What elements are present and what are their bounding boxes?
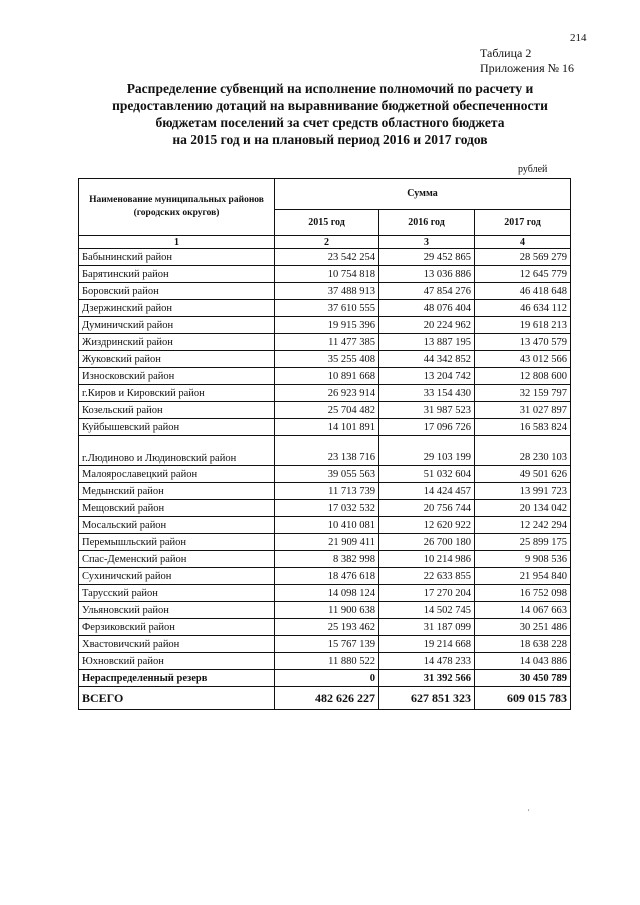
table-row bbox=[79, 266, 571, 283]
amount-2017-cell: 14 067 663 bbox=[475, 602, 571, 619]
district-name-cell: Юхновский район bbox=[79, 653, 275, 670]
amount-2015-cell: 25 704 482 bbox=[275, 402, 379, 419]
amount-2015-cell: 0 bbox=[275, 670, 379, 687]
amount-2016-cell: 20 756 744 bbox=[379, 500, 475, 517]
amount-2016-cell: 26 700 180 bbox=[379, 534, 475, 551]
amount-2015-cell: 11 900 638 bbox=[275, 602, 379, 619]
district-name-cell: Спас-Деменский район bbox=[79, 551, 275, 568]
scan-mark: , bbox=[528, 806, 530, 812]
amount-2016-cell: 17 270 204 bbox=[379, 585, 475, 602]
amount-2016-cell: 14 424 457 bbox=[379, 483, 475, 500]
column-index: 2 bbox=[275, 236, 379, 249]
table-row bbox=[79, 334, 571, 351]
amount-2016-cell: 12 620 922 bbox=[379, 517, 475, 534]
table-row bbox=[79, 687, 571, 710]
table-row bbox=[79, 317, 571, 334]
table-row bbox=[79, 602, 571, 619]
district-name-cell: Куйбышевский район bbox=[79, 419, 275, 436]
amount-2016-cell: 31 392 566 bbox=[379, 670, 475, 687]
amount-2016-cell: 48 076 404 bbox=[379, 300, 475, 317]
table-row bbox=[79, 402, 571, 419]
amount-2015-cell: 8 382 998 bbox=[275, 551, 379, 568]
table-row bbox=[79, 670, 571, 687]
amount-2015-cell: 10 410 081 bbox=[275, 517, 379, 534]
amount-2015-cell: 14 098 124 bbox=[275, 585, 379, 602]
amount-2017-cell: 28 569 279 bbox=[475, 249, 571, 266]
district-name-cell: Боровский район bbox=[79, 283, 275, 300]
currency-note: рублей bbox=[518, 164, 548, 175]
amount-2015-cell: 11 477 385 bbox=[275, 334, 379, 351]
column-header-2016: 2016 год bbox=[379, 209, 475, 235]
amount-2015-cell: 23 542 254 bbox=[275, 249, 379, 266]
amount-2015-cell: 21 909 411 bbox=[275, 534, 379, 551]
amount-2017-cell: 25 899 175 bbox=[475, 534, 571, 551]
amount-2017-cell: 13 470 579 bbox=[475, 334, 571, 351]
column-header-sum: Сумма bbox=[275, 179, 571, 210]
amount-2017-cell: 19 618 213 bbox=[475, 317, 571, 334]
amount-2017-cell: 18 638 228 bbox=[475, 636, 571, 653]
district-name-cell: Дзержинский район bbox=[79, 300, 275, 317]
district-name-cell: Тарусский район bbox=[79, 585, 275, 602]
district-name-cell: Медынский район bbox=[79, 483, 275, 500]
amount-2016-cell: 13 887 195 bbox=[379, 334, 475, 351]
table-row bbox=[79, 249, 571, 266]
district-name-cell: Ульяновский район bbox=[79, 602, 275, 619]
amount-2016-cell: 14 502 745 bbox=[379, 602, 475, 619]
amount-2017-cell: 13 991 723 bbox=[475, 483, 571, 500]
column-index: 3 bbox=[379, 236, 475, 249]
page-number: 214 bbox=[570, 32, 587, 44]
table-row bbox=[79, 351, 571, 368]
amount-2015-cell: 11 713 739 bbox=[275, 483, 379, 500]
column-index-row bbox=[79, 236, 571, 249]
table-row bbox=[79, 283, 571, 300]
amount-2016-cell: 31 987 523 bbox=[379, 402, 475, 419]
district-name-cell: ВСЕГО bbox=[79, 687, 275, 710]
table-row bbox=[79, 585, 571, 602]
table-row bbox=[79, 436, 571, 466]
district-name-cell: Ферзиковский район bbox=[79, 619, 275, 636]
district-name-cell: Барятинский район bbox=[79, 266, 275, 283]
amount-2015-cell: 18 476 618 bbox=[275, 568, 379, 585]
district-name-cell: Мосальский район bbox=[79, 517, 275, 534]
amount-2015-cell: 11 880 522 bbox=[275, 653, 379, 670]
district-name-cell: г.Людиново и Людиновский район bbox=[79, 436, 275, 466]
title-line: Распределение субвенций на исполнение полномочий по расчету и bbox=[126, 81, 534, 96]
amount-2017-cell: 32 159 797 bbox=[475, 385, 571, 402]
amount-2015-cell: 35 255 408 bbox=[275, 351, 379, 368]
amount-2017-cell: 16 752 098 bbox=[475, 585, 571, 602]
amount-2017-cell: 12 645 779 bbox=[475, 266, 571, 283]
title-line: предоставлению дотаций на выравнивание бюджетной обеспеченности bbox=[112, 98, 548, 113]
column-index: 1 bbox=[79, 236, 275, 249]
district-name-cell: г.Киров и Кировский район bbox=[79, 385, 275, 402]
district-name-cell: Думиничский район bbox=[79, 317, 275, 334]
column-header-2017: 2017 год bbox=[475, 209, 571, 235]
amount-2015-cell: 14 101 891 bbox=[275, 419, 379, 436]
amount-2017-cell: 46 418 648 bbox=[475, 283, 571, 300]
amount-2015-cell: 17 032 532 bbox=[275, 500, 379, 517]
amount-2016-cell: 14 478 233 bbox=[379, 653, 475, 670]
amount-2017-cell: 46 634 112 bbox=[475, 300, 571, 317]
amount-2017-cell: 609 015 783 bbox=[475, 687, 571, 710]
table-row bbox=[79, 300, 571, 317]
amount-2015-cell: 10 891 668 bbox=[275, 368, 379, 385]
table-row bbox=[79, 568, 571, 585]
district-name-cell: Сухиничский район bbox=[79, 568, 275, 585]
amount-2016-cell: 10 214 986 bbox=[379, 551, 475, 568]
document-title bbox=[80, 80, 580, 148]
amount-2017-cell: 14 043 886 bbox=[475, 653, 571, 670]
amount-2016-cell: 31 187 099 bbox=[379, 619, 475, 636]
district-name-cell: Козельский район bbox=[79, 402, 275, 419]
amount-2017-cell: 12 242 294 bbox=[475, 517, 571, 534]
amount-2016-cell: 627 851 323 bbox=[379, 687, 475, 710]
amount-2017-cell: 30 251 486 bbox=[475, 619, 571, 636]
table-row bbox=[79, 619, 571, 636]
district-name-cell: Мещовский район bbox=[79, 500, 275, 517]
district-name-cell: Жуковский район bbox=[79, 351, 275, 368]
amount-2015-cell: 26 923 914 bbox=[275, 385, 379, 402]
amount-2015-cell: 25 193 462 bbox=[275, 619, 379, 636]
table-row bbox=[79, 419, 571, 436]
amount-2016-cell: 44 342 852 bbox=[379, 351, 475, 368]
amount-2015-cell: 15 767 139 bbox=[275, 636, 379, 653]
amount-2016-cell: 17 096 726 bbox=[379, 419, 475, 436]
amount-2016-cell: 29 452 865 bbox=[379, 249, 475, 266]
table-label: Таблица 2 bbox=[480, 46, 532, 60]
district-name-cell: Бабынинский район bbox=[79, 249, 275, 266]
document-header bbox=[480, 46, 630, 76]
amount-2015-cell: 39 055 563 bbox=[275, 466, 379, 483]
district-name-cell: Перемышльский район bbox=[79, 534, 275, 551]
amount-2016-cell: 22 633 855 bbox=[379, 568, 475, 585]
amount-2015-cell: 23 138 716 bbox=[275, 436, 379, 466]
amount-2016-cell: 13 036 886 bbox=[379, 266, 475, 283]
amount-2015-cell: 37 610 555 bbox=[275, 300, 379, 317]
amount-2016-cell: 13 204 742 bbox=[379, 368, 475, 385]
district-name-cell: Малоярославецкий район bbox=[79, 466, 275, 483]
district-name-cell: Нераспределенный резерв bbox=[79, 670, 275, 687]
table-row bbox=[79, 385, 571, 402]
amount-2016-cell: 29 103 199 bbox=[379, 436, 475, 466]
title-line: на 2015 год и на плановый период 2016 и 2017 годов bbox=[172, 132, 488, 147]
amount-2017-cell: 9 908 536 bbox=[475, 551, 571, 568]
district-name-cell: Хвастовичский район bbox=[79, 636, 275, 653]
amount-2017-cell: 30 450 789 bbox=[475, 670, 571, 687]
column-header-name: Наименование муниципальных районов (городских округов) bbox=[79, 179, 275, 236]
table-row bbox=[79, 500, 571, 517]
amount-2016-cell: 33 154 430 bbox=[379, 385, 475, 402]
table-row bbox=[79, 653, 571, 670]
subsidy-table bbox=[78, 178, 571, 710]
table-row bbox=[79, 517, 571, 534]
column-header-2015: 2015 год bbox=[275, 209, 379, 235]
amount-2017-cell: 43 012 566 bbox=[475, 351, 571, 368]
amount-2015-cell: 482 626 227 bbox=[275, 687, 379, 710]
amount-2016-cell: 19 214 668 bbox=[379, 636, 475, 653]
amount-2017-cell: 16 583 824 bbox=[475, 419, 571, 436]
amount-2015-cell: 37 488 913 bbox=[275, 283, 379, 300]
column-index: 4 bbox=[475, 236, 571, 249]
appendix-label: Приложения № 16 bbox=[480, 61, 575, 75]
amount-2017-cell: 20 134 042 bbox=[475, 500, 571, 517]
table-row bbox=[79, 534, 571, 551]
amount-2016-cell: 47 854 276 bbox=[379, 283, 475, 300]
table-row bbox=[79, 483, 571, 500]
table-row bbox=[79, 368, 571, 385]
amount-2017-cell: 31 027 897 bbox=[475, 402, 571, 419]
amount-2016-cell: 20 224 962 bbox=[379, 317, 475, 334]
amount-2017-cell: 28 230 103 bbox=[475, 436, 571, 466]
district-name-cell: Износковский район bbox=[79, 368, 275, 385]
table-row bbox=[79, 551, 571, 568]
amount-2017-cell: 49 501 626 bbox=[475, 466, 571, 483]
amount-2017-cell: 21 954 840 bbox=[475, 568, 571, 585]
district-name-cell: Жиздринский район bbox=[79, 334, 275, 351]
amount-2017-cell: 12 808 600 bbox=[475, 368, 571, 385]
amount-2015-cell: 10 754 818 bbox=[275, 266, 379, 283]
amount-2015-cell: 19 915 396 bbox=[275, 317, 379, 334]
amount-2016-cell: 51 032 604 bbox=[379, 466, 475, 483]
table-row bbox=[79, 636, 571, 653]
title-line: бюджетам поселений за счет средств областного бюджета bbox=[155, 115, 505, 130]
table-row bbox=[79, 466, 571, 483]
